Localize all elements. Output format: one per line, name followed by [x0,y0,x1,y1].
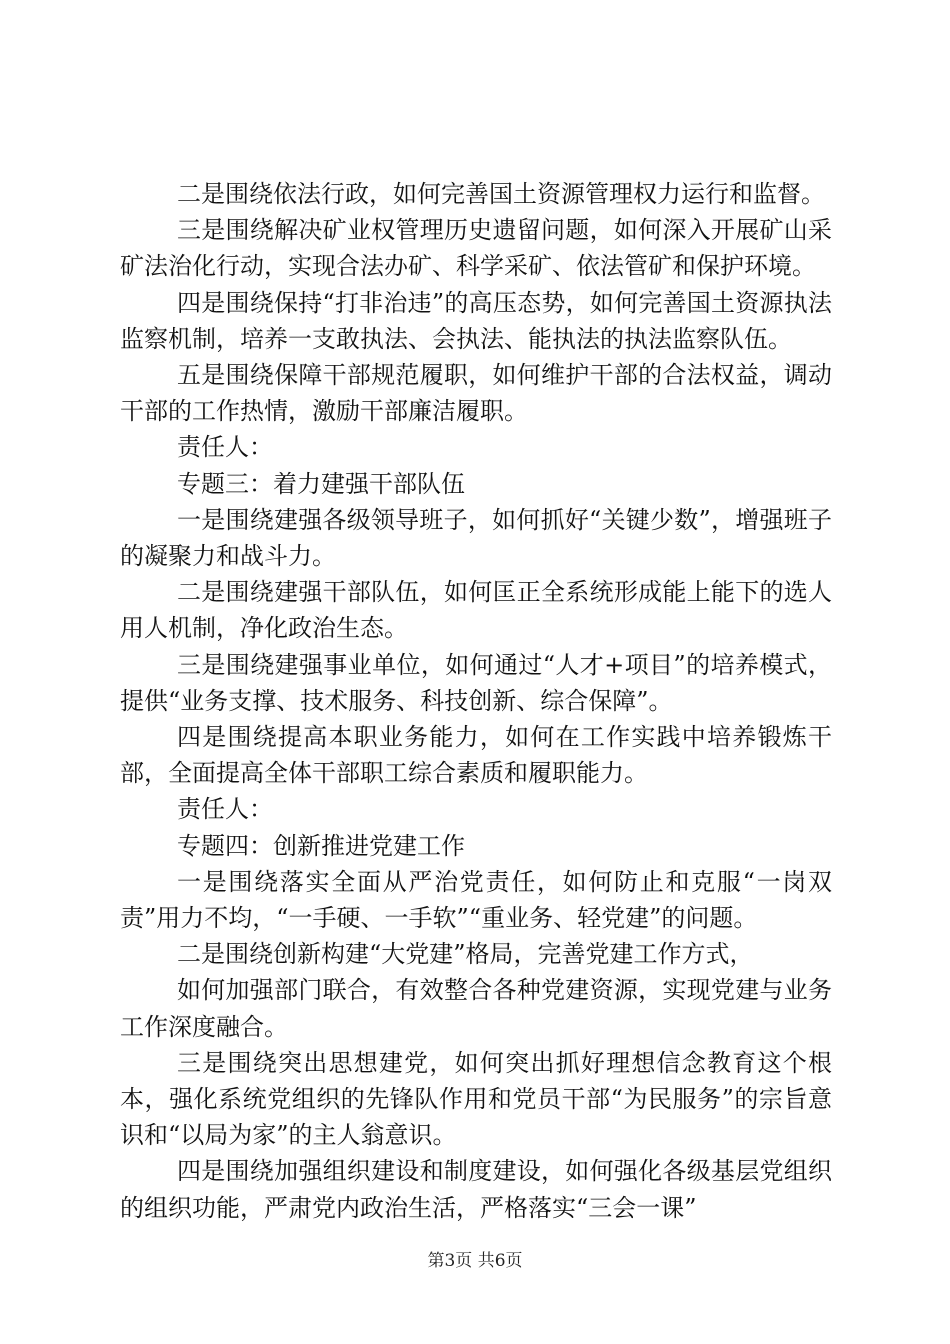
page-number: 第3页 共6页 [427,1251,523,1271]
paragraph: 二是围绕建强干部队伍，如何匡正全系统形成能上能下的选人用人机制，净化政治生态。 [120,578,832,643]
responsible-person-label: 责任人： [177,433,273,462]
paragraph: 四是围绕提高本职业务能力，如何在工作实践中培养锻炼干部，全面提高全体干部职工综合素质和履职能力。 [120,723,832,788]
paragraph: 二是围绕依法行政，如何完善国土资源管理权力运行和监督。 [177,180,825,208]
paragraph: 二是围绕创新构建“大党建”格局，完善党建工作方式， [177,940,754,969]
section-heading: 专题三：着力建强干部队伍 [177,469,465,498]
paragraph: 如何加强部门联合，有效整合各种党建资源，实现党建与业务工作深度融合。 [120,976,832,1041]
page-footer [0,1246,950,1271]
paragraph: 一是围绕建强各级领导班子，如何抓好“关键少数”，增强班子的凝聚力和战斗力。 [120,505,832,571]
section-heading: 专题四：创新推进党建工作 [177,831,465,860]
body-text [120,176,832,1226]
paragraph: 五是围绕保障干部规范履职，如何维护干部的合法权益，调动干部的工作热情，激励干部廉洁履职。 [120,361,832,426]
paragraph: 四是围绕加强组织建设和制度建设，如何强化各级基层党组织的组织功能，严肃党内政治生活，严格落实“三会一课” [120,1157,832,1222]
paragraph: 三是围绕突出思想建党，如何突出抓好理想信念教育这个根本，强化系统党组织的先锋队作用和党员干部“为民服务”的宗旨意识和“以局为家”的主人翁意识。 [120,1048,832,1150]
paragraph: 四是围绕保持“打非治违”的高压态势，如何完善国土资源执法监察机制，培养一支敢执法、会执法、能执法的执法监察队伍。 [120,288,832,353]
paragraph: 三是围绕解决矿业权管理历史遗留问题，如何深入开展矿山采矿法治化行动，实现合法办矿、科学采矿、依法管矿和保护环境。 [120,216,832,281]
paragraph: 三是围绕建强事业单位，如何通过“人才+项目”的培养模式，提供“业务支撑、技术服务、科技创新、综合保障”。 [120,650,832,715]
responsible-person-label: 责任人： [177,795,273,824]
paragraph: 一是围绕落实全面从严治党责任，如何防止和克服“一岗双责”用力不均，“一手硬、一手软”“重业务、轻党建”的问题。 [120,867,832,933]
